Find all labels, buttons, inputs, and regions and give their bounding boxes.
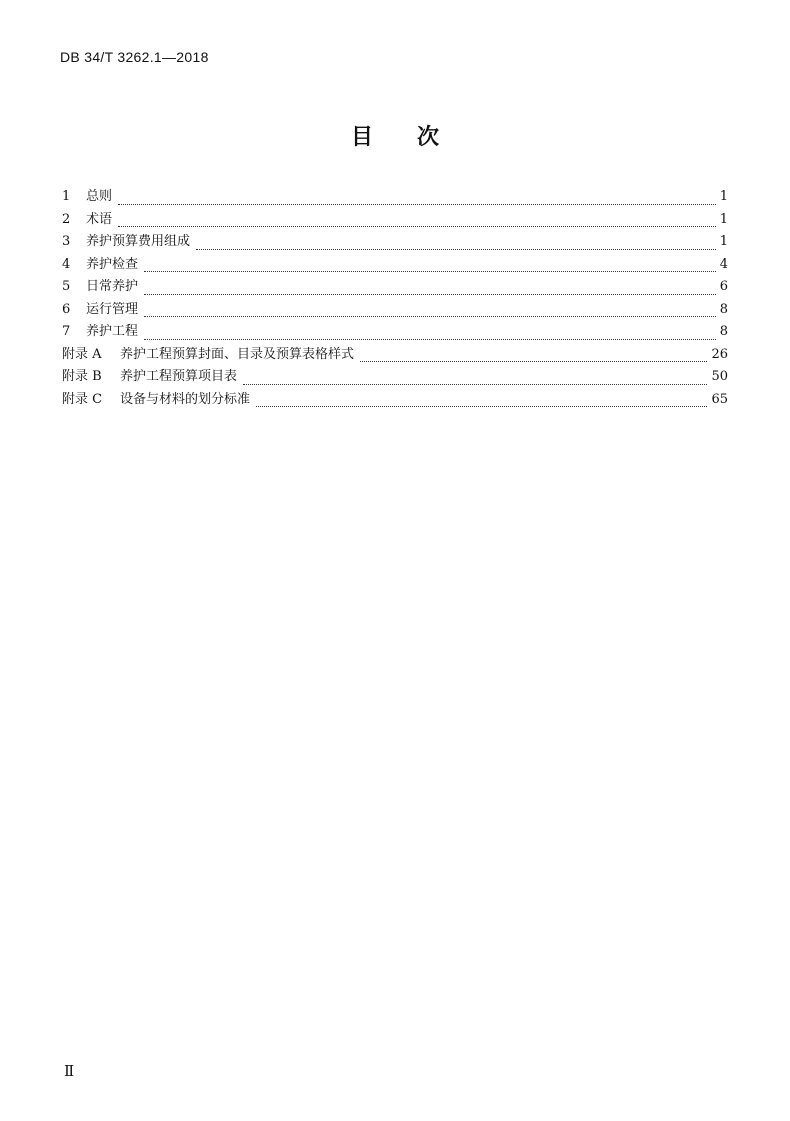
toc-leader-dots bbox=[118, 225, 716, 227]
toc-entry-number: 4 bbox=[62, 256, 71, 272]
toc-entry-page: 1 bbox=[719, 211, 728, 227]
toc-entry-number: 5 bbox=[62, 279, 71, 294]
page-number: Ⅱ bbox=[64, 1062, 75, 1080]
toc-entry-page: 6 bbox=[719, 279, 728, 294]
toc-leader-dots bbox=[144, 270, 716, 272]
toc-leader-dots bbox=[196, 248, 716, 250]
toc-leader-dots bbox=[360, 360, 707, 362]
toc-entry[interactable] bbox=[62, 186, 728, 209]
toc-entry-page: 1 bbox=[719, 234, 728, 249]
toc-entry[interactable] bbox=[62, 321, 728, 344]
toc-entry-page: 65 bbox=[711, 391, 728, 407]
table-of-contents bbox=[62, 186, 728, 411]
toc-entry[interactable] bbox=[62, 276, 728, 299]
toc-entry-page: 8 bbox=[719, 301, 728, 317]
toc-leader-dots bbox=[256, 405, 707, 407]
page-title bbox=[0, 120, 790, 151]
toc-entry-number: 6 bbox=[62, 301, 71, 317]
toc-entry-label: 总则 bbox=[86, 189, 113, 204]
toc-entry[interactable] bbox=[62, 299, 728, 322]
toc-entry-label: 养护工程 bbox=[86, 324, 139, 339]
title-char-1: 目 bbox=[350, 125, 373, 150]
toc-entry-page: 26 bbox=[711, 346, 728, 362]
toc-entry-page: 4 bbox=[719, 256, 728, 272]
toc-entry-number: 7 bbox=[62, 324, 71, 339]
toc-entry[interactable] bbox=[62, 209, 728, 232]
toc-leader-dots bbox=[118, 203, 716, 205]
toc-leader-dots bbox=[243, 383, 707, 385]
toc-entry-label: 养护检查 bbox=[86, 256, 139, 272]
toc-entry-number: 附录 B bbox=[62, 369, 102, 384]
toc-entry-label: 运行管理 bbox=[86, 301, 139, 317]
toc-entry[interactable] bbox=[62, 231, 728, 254]
toc-entry-number: 2 bbox=[62, 211, 71, 227]
title-char-2: 次 bbox=[417, 125, 440, 150]
toc-entry[interactable] bbox=[62, 389, 728, 412]
toc-entry-label: 日常养护 bbox=[86, 279, 139, 294]
toc-entry-label: 设备与材料的划分标准 bbox=[120, 391, 251, 407]
toc-entry-page: 1 bbox=[719, 189, 728, 204]
toc-entry-number: 附录 C bbox=[62, 391, 103, 407]
toc-entry-label: 术语 bbox=[86, 211, 113, 227]
toc-leader-dots bbox=[144, 315, 716, 317]
toc-entry[interactable] bbox=[62, 254, 728, 277]
toc-leader-dots bbox=[144, 293, 716, 295]
toc-entry-label: 养护工程预算项目表 bbox=[120, 369, 238, 384]
standard-code: DB 34/T 3262.1—2018 bbox=[60, 49, 209, 65]
toc-entry-number: 3 bbox=[62, 234, 71, 249]
toc-entry[interactable] bbox=[62, 344, 728, 367]
toc-entry[interactable] bbox=[62, 366, 728, 389]
toc-entry-page: 8 bbox=[719, 324, 728, 339]
toc-entry-number: 附录 A bbox=[62, 346, 102, 362]
toc-entry-label: 养护工程预算封面、目录及预算表格样式 bbox=[120, 346, 355, 362]
toc-entry-page: 50 bbox=[711, 369, 728, 384]
toc-entry-number: 1 bbox=[62, 189, 71, 204]
toc-entry-label: 养护预算费用组成 bbox=[86, 234, 191, 249]
toc-leader-dots bbox=[144, 338, 716, 340]
